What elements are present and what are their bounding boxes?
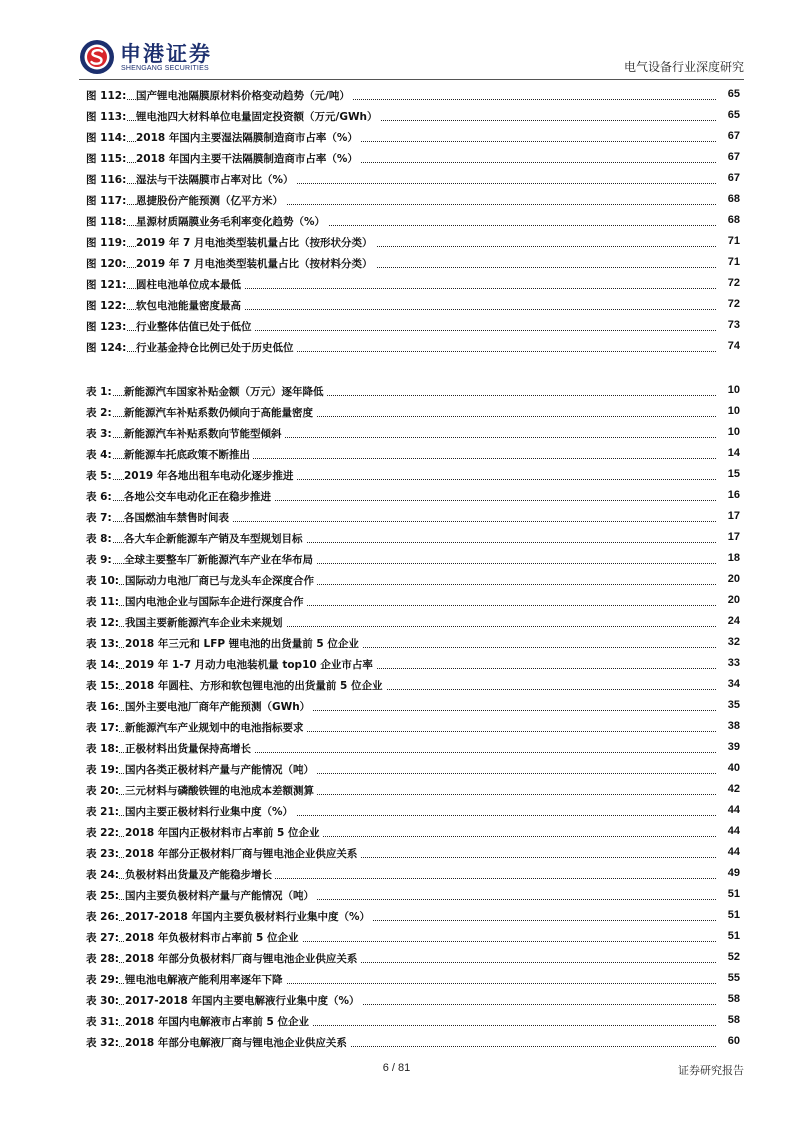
entry-page: 49 — [725, 867, 740, 879]
entry-label: 表 25: — [86, 890, 119, 902]
entry-title: 新能源汽车国家补贴金额（万元）逐年降低 — [124, 384, 327, 399]
entry-label: 表 6: — [86, 491, 112, 503]
entry-title: 新能源汽车补贴系数向节能型倾斜 — [124, 426, 285, 441]
entry-page: 20 — [725, 573, 740, 585]
entry-label: 图 121: — [86, 279, 127, 291]
table-entry[interactable] — [86, 424, 740, 445]
page-header — [0, 0, 793, 82]
entry-label: 表 23: — [86, 848, 119, 860]
entry-page: 60 — [725, 1035, 740, 1047]
entry-title: 2017-2018 年国内主要负极材料行业集中度（%） — [125, 909, 373, 924]
entry-title: 各地公交车电动化正在稳步推进 — [124, 489, 274, 504]
entry-page: 10 — [725, 405, 740, 417]
entry-label: 图 123: — [86, 321, 127, 333]
entry-title: 我国主要新能源汽车企业未来规划 — [125, 615, 286, 630]
entry-label: 表 22: — [86, 827, 119, 839]
table-entry[interactable] — [86, 949, 740, 970]
entry-page: 15 — [725, 468, 740, 480]
entry-label: 表 32: — [86, 1037, 119, 1049]
table-entry[interactable] — [86, 844, 740, 865]
entry-title: 各大车企新能源车产销及车型规划目标 — [124, 531, 306, 546]
entry-page: 74 — [725, 340, 740, 352]
entry-title: 星源材质隔膜业务毛利率变化趋势（%） — [136, 214, 328, 229]
entry-label: 表 1: — [86, 386, 112, 398]
entry-label: 表 10: — [86, 575, 119, 587]
entry-page: 17 — [725, 531, 740, 543]
entry-title: 2018 年圆柱、方形和软包锂电池的出货量前 5 位企业 — [125, 678, 386, 693]
entry-page: 55 — [725, 972, 740, 984]
entry-page: 44 — [725, 825, 740, 837]
table-entry[interactable] — [86, 655, 740, 676]
entry-title: 2018 年部分负极材料厂商与锂电池企业供应关系 — [125, 951, 360, 966]
entry-label: 表 9: — [86, 554, 112, 566]
entry-page: 39 — [725, 741, 740, 753]
entry-title: 2018 年部分正极材料厂商与锂电池企业供应关系 — [125, 846, 360, 861]
entry-title: 2019 年各地出租车电动化逐步推进 — [124, 468, 296, 483]
entry-page: 17 — [725, 510, 740, 522]
entry-page: 16 — [725, 489, 740, 501]
entry-page: 71 — [725, 235, 740, 247]
entry-title: 2019 年 1-7 月动力电池装机量 top10 企业市占率 — [125, 657, 376, 672]
table-entry[interactable] — [86, 781, 740, 802]
entry-label: 表 17: — [86, 722, 119, 734]
logo-text-en: SHENGANG SECURITIES — [121, 65, 209, 72]
entry-label: 表 28: — [86, 953, 119, 965]
entry-page: 73 — [725, 319, 740, 331]
table-entry[interactable] — [86, 886, 740, 907]
entry-label: 表 12: — [86, 617, 119, 629]
table-entry[interactable] — [86, 466, 740, 487]
figure-entry[interactable] — [86, 317, 740, 338]
entry-title: 国产锂电池隔膜原材料价格变动趋势（元/吨） — [136, 88, 353, 103]
entry-page: 34 — [725, 678, 740, 690]
entry-page: 51 — [725, 930, 740, 942]
table-entry[interactable] — [86, 592, 740, 613]
entry-page: 32 — [725, 636, 740, 648]
entry-page: 68 — [725, 214, 740, 226]
figure-entry[interactable] — [86, 86, 740, 107]
table-entry[interactable] — [86, 760, 740, 781]
entry-label: 表 30: — [86, 995, 119, 1007]
entry-title: 锂电池四大材料单位电量固定投资额（万元/GWh） — [136, 109, 381, 124]
figure-entry[interactable] — [86, 107, 740, 128]
entry-label: 表 19: — [86, 764, 119, 776]
entry-label: 表 20: — [86, 785, 119, 797]
entry-title: 行业整体估值已处于低位 — [136, 319, 255, 334]
table-entry[interactable] — [86, 802, 740, 823]
entry-title: 湿法与干法隔膜市占率对比（%） — [136, 172, 297, 187]
entry-page: 68 — [725, 193, 740, 205]
figure-entry[interactable] — [86, 338, 740, 359]
table-entry[interactable] — [86, 1033, 740, 1054]
table-list — [86, 382, 740, 1054]
entry-page: 72 — [725, 298, 740, 310]
figure-entry[interactable] — [86, 170, 740, 191]
entry-label: 表 29: — [86, 974, 119, 986]
table-entry[interactable] — [86, 634, 740, 655]
entry-label: 表 26: — [86, 911, 119, 923]
entry-label: 表 16: — [86, 701, 119, 713]
entry-title: 新能源车托底政策不断推出 — [124, 447, 253, 462]
entry-page: 58 — [725, 1014, 740, 1026]
entry-page: 65 — [725, 109, 740, 121]
entry-page: 10 — [725, 384, 740, 396]
table-entry[interactable] — [86, 991, 740, 1012]
entry-page: 44 — [725, 846, 740, 858]
entry-page: 14 — [725, 447, 740, 459]
entry-page: 67 — [725, 172, 740, 184]
entry-title: 2018 年国内主要湿法隔膜制造商市占率（%） — [136, 130, 361, 145]
table-entry[interactable] — [86, 823, 740, 844]
entry-title: 2018 年负极材料市占率前 5 位企业 — [125, 930, 302, 945]
entry-title: 2018 年国内主要干法隔膜制造商市占率（%） — [136, 151, 361, 166]
table-entry[interactable] — [86, 445, 740, 466]
entry-title: 国内电池企业与国际车企进行深度合作 — [125, 594, 307, 609]
entry-label: 图 117: — [86, 195, 127, 207]
entry-label: 表 27: — [86, 932, 119, 944]
entry-label: 图 122: — [86, 300, 127, 312]
entry-label: 表 7: — [86, 512, 112, 524]
table-entry[interactable] — [86, 718, 740, 739]
entry-page: 40 — [725, 762, 740, 774]
table-entry[interactable] — [86, 928, 740, 949]
entry-label: 表 11: — [86, 596, 119, 608]
entry-label: 图 113: — [86, 111, 127, 123]
table-entry[interactable] — [86, 1012, 740, 1033]
entry-page: 24 — [725, 615, 740, 627]
entry-page: 18 — [725, 552, 740, 564]
entry-label: 图 120: — [86, 258, 127, 270]
entry-title: 圆柱电池单位成本最低 — [136, 277, 244, 292]
figure-entry[interactable] — [86, 212, 740, 233]
entry-page: 51 — [725, 888, 740, 900]
entry-page: 71 — [725, 256, 740, 268]
table-entry[interactable] — [86, 487, 740, 508]
shengang-logo-icon — [79, 39, 115, 75]
entry-label: 表 24: — [86, 869, 119, 881]
figure-list — [86, 86, 740, 359]
entry-title: 国内主要正极材料行业集中度（%） — [125, 804, 296, 819]
entry-title: 国际动力电池厂商已与龙头车企深度合作 — [125, 573, 317, 588]
entry-title: 恩捷股份产能预测（亿平方米） — [136, 193, 286, 208]
entry-page: 65 — [725, 88, 740, 100]
table-entry[interactable] — [86, 697, 740, 718]
entry-title: 新能源汽车补贴系数仍倾向于高能量密度 — [124, 405, 316, 420]
entry-title: 2018 年三元和 LFP 锂电池的出货量前 5 位企业 — [125, 636, 362, 651]
report-category: 电气设备行业深度研究 — [623, 60, 744, 74]
entry-title: 2018 年部分电解液厂商与锂电池企业供应关系 — [125, 1035, 350, 1050]
entry-label: 表 21: — [86, 806, 119, 818]
entry-title: 2018 年国内电解液市占率前 5 位企业 — [125, 1014, 312, 1029]
entry-title: 全球主要整车厂新能源汽车产业在华布局 — [124, 552, 316, 567]
entry-label: 表 31: — [86, 1016, 119, 1028]
table-of-contents — [86, 86, 740, 1054]
entry-label: 图 116: — [86, 174, 127, 186]
entry-label: 图 124: — [86, 342, 127, 354]
logo-text-cn: 申港证券 — [120, 42, 212, 66]
entry-page: 52 — [725, 951, 740, 963]
figure-entry[interactable] — [86, 296, 740, 317]
entry-page: 72 — [725, 277, 740, 289]
entry-title: 行业基金持仓比例已处于历史低位 — [136, 340, 297, 355]
table-entry[interactable] — [86, 739, 740, 760]
table-entry[interactable] — [86, 613, 740, 634]
entry-label: 表 13: — [86, 638, 119, 650]
page-number: 6 / 81 — [382, 1062, 411, 1074]
entry-label: 图 112: — [86, 90, 127, 102]
entry-label: 表 15: — [86, 680, 119, 692]
table-entry[interactable] — [86, 403, 740, 424]
entry-label: 图 114: — [86, 132, 127, 144]
entry-page: 67 — [725, 151, 740, 163]
entry-page: 67 — [725, 130, 740, 142]
table-entry[interactable] — [86, 970, 740, 991]
figure-entry[interactable] — [86, 233, 740, 254]
entry-label: 表 18: — [86, 743, 119, 755]
table-entry[interactable] — [86, 907, 740, 928]
table-entry[interactable] — [86, 382, 740, 403]
entry-title: 软包电池能量密度最高 — [136, 298, 244, 313]
table-entry[interactable] — [86, 508, 740, 529]
figure-entry[interactable] — [86, 149, 740, 170]
entry-page: 38 — [725, 720, 740, 732]
entry-label: 表 5: — [86, 470, 112, 482]
table-entry[interactable] — [86, 529, 740, 550]
figure-entry[interactable] — [86, 191, 740, 212]
table-entry[interactable] — [86, 550, 740, 571]
entry-title: 新能源汽车产业规划中的电池指标要求 — [125, 720, 307, 735]
entry-page: 58 — [725, 993, 740, 1005]
entry-label: 图 115: — [86, 153, 127, 165]
figure-entry[interactable] — [86, 275, 740, 296]
doc-type: 证券研究报告 — [678, 1064, 744, 1077]
entry-title: 2017-2018 年国内主要电解液行业集中度（%） — [125, 993, 362, 1008]
table-entry[interactable] — [86, 676, 740, 697]
entry-label: 表 4: — [86, 449, 112, 461]
entry-page: 35 — [725, 699, 740, 711]
entry-title: 国外主要电池厂商年产能预测（GWh） — [125, 699, 313, 714]
entry-page: 44 — [725, 804, 740, 816]
entry-title: 国内主要负极材料产量与产能情况（吨） — [125, 888, 317, 903]
entry-page: 42 — [725, 783, 740, 795]
entry-title: 各国燃油车禁售时间表 — [124, 510, 232, 525]
entry-title: 正极材料出货量保持高增长 — [125, 741, 254, 756]
table-entry[interactable] — [86, 571, 740, 592]
list-gap — [86, 359, 740, 382]
entry-title: 2018 年国内正极材料市占率前 5 位企业 — [125, 825, 323, 840]
entry-page: 20 — [725, 594, 740, 606]
entry-page: 51 — [725, 909, 740, 921]
entry-label: 表 3: — [86, 428, 112, 440]
entry-title: 2019 年 7 月电池类型装机量占比（按材料分类） — [136, 256, 376, 271]
table-entry[interactable] — [86, 865, 740, 886]
entry-title: 三元材料与磷酸铁锂的电池成本差额测算 — [125, 783, 317, 798]
figure-entry[interactable] — [86, 128, 740, 149]
entry-label: 表 8: — [86, 533, 112, 545]
header-divider — [79, 79, 744, 80]
entry-page: 10 — [725, 426, 740, 438]
entry-label: 表 2: — [86, 407, 112, 419]
entry-title: 负极材料出货量及产能稳步增长 — [125, 867, 275, 882]
entry-title: 2019 年 7 月电池类型装机量占比（按形状分类） — [136, 235, 376, 250]
entry-label: 表 14: — [86, 659, 119, 671]
figure-entry[interactable] — [86, 254, 740, 275]
entry-page: 33 — [725, 657, 740, 669]
entry-label: 图 118: — [86, 216, 127, 228]
entry-label: 图 119: — [86, 237, 127, 249]
entry-title: 国内各类正极材料产量与产能情况（吨） — [125, 762, 317, 777]
entry-title: 锂电池电解液产能利用率逐年下降 — [125, 972, 286, 987]
